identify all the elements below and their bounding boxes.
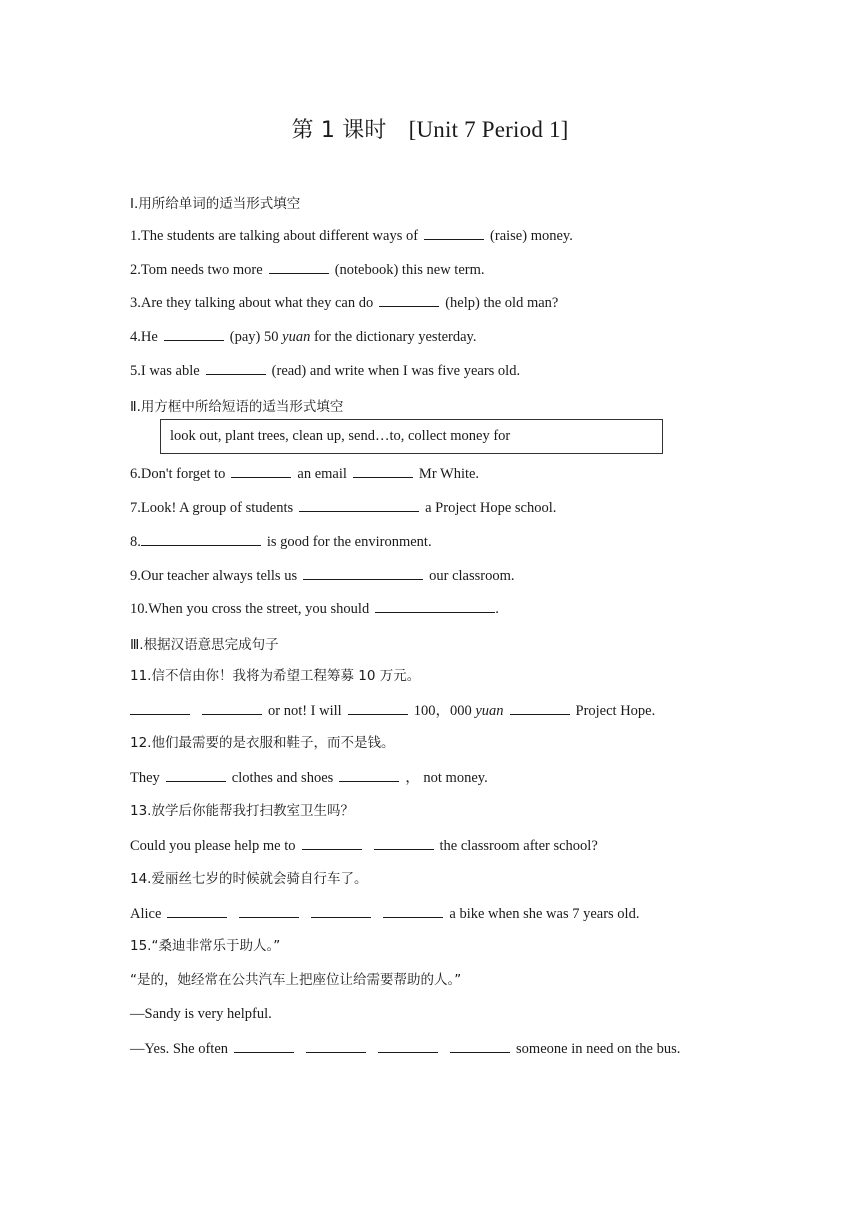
answer-blank[interactable] <box>166 768 226 782</box>
answer-blank[interactable] <box>299 498 419 512</box>
section-2-heading: Ⅱ.用方框中所给短语的适当形式填空 <box>130 399 344 415</box>
question-11-english: or not! I will 100，000 yuan Project Hope. <box>130 701 655 720</box>
section-3-heading: Ⅲ.根据汉语意思完成句子 <box>130 637 279 653</box>
answer-blank[interactable] <box>231 464 291 478</box>
answer-blank[interactable] <box>378 1039 438 1053</box>
unit-title: [Unit 7 Period 1] <box>408 117 569 142</box>
answer-blank[interactable] <box>353 464 413 478</box>
answer-blank[interactable] <box>374 836 434 850</box>
answer-blank[interactable] <box>234 1039 294 1053</box>
question-14-chinese: 14.爱丽丝七岁的时候就会骑自行车了。 <box>130 871 368 887</box>
question-3: 3.Are they talking about what they can do (help) the old man? <box>130 295 559 311</box>
answer-blank[interactable] <box>269 260 329 274</box>
answer-blank[interactable] <box>424 226 484 240</box>
answer-blank[interactable] <box>450 1039 510 1053</box>
lesson-title: 第 1 课时 <box>291 118 387 143</box>
answer-blank[interactable] <box>202 701 262 715</box>
question-13-chinese: 13.放学后你能帮我打扫教室卫生吗？ <box>130 803 354 819</box>
question-7: 7.Look! A group of students a Project Hope school. <box>130 500 557 516</box>
question-1: 1.The students are talking about different ways of (raise) money. <box>130 228 573 244</box>
question-15-english-2: —Yes. She often someone in need on the bus. <box>130 1041 681 1057</box>
question-2: 2.Tom needs two more (notebook) this new term. <box>130 262 485 278</box>
question-4: 4.He (pay) 50 yuan for the dictionary yesterday. <box>130 329 477 345</box>
question-8: 8. is good for the environment. <box>130 534 432 550</box>
answer-blank[interactable] <box>383 904 443 918</box>
answer-blank[interactable] <box>348 701 408 715</box>
answer-blank[interactable] <box>239 904 299 918</box>
phrase-list: look out, plant trees, clean up, send…to, collect money for <box>170 428 511 444</box>
question-10: 10.When you cross the street, you should . <box>130 601 499 617</box>
question-9: 9.Our teacher always tells us our classroom. <box>130 568 515 584</box>
phrase-box <box>160 419 663 454</box>
answer-blank[interactable] <box>379 293 439 307</box>
question-5: 5.I was able (read) and write when I was five years old. <box>130 363 521 379</box>
answer-blank[interactable] <box>303 566 423 580</box>
answer-blank[interactable] <box>164 327 224 341</box>
answer-blank[interactable] <box>167 904 227 918</box>
question-15-english-1: —Sandy is very helpful. <box>130 1006 272 1022</box>
answer-blank[interactable] <box>206 361 266 375</box>
question-11-chinese: 11.信不信由你！我将为希望工程筹募 10 万元。 <box>130 668 421 684</box>
answer-blank[interactable] <box>306 1039 366 1053</box>
answer-blank[interactable] <box>339 768 399 782</box>
question-12-english: They clothes and shoes ， not money. <box>130 770 488 786</box>
question-6: 6.Don't forget to an email Mr White. <box>130 466 480 482</box>
question-12-chinese: 12.他们最需要的是衣服和鞋子，而不是钱。 <box>130 735 395 751</box>
answer-blank[interactable] <box>302 836 362 850</box>
answer-blank[interactable] <box>141 532 261 546</box>
question-14-english: Alice a bike when she was 7 years old. <box>130 906 640 922</box>
question-13-english: Could you please help me to the classroom after school? <box>130 838 598 854</box>
answer-blank[interactable] <box>311 904 371 918</box>
question-15-chinese-2: “是的，她经常在公共汽车上把座位让给需要帮助的人。” <box>130 972 462 988</box>
question-15-chinese-1: 15.“桑迪非常乐于助人。” <box>130 938 281 954</box>
section-1-heading: Ⅰ.用所给单词的适当形式填空 <box>130 196 301 212</box>
answer-blank[interactable] <box>510 701 570 715</box>
page-title <box>0 113 860 144</box>
answer-blank[interactable] <box>130 701 190 715</box>
answer-blank[interactable] <box>375 599 495 613</box>
